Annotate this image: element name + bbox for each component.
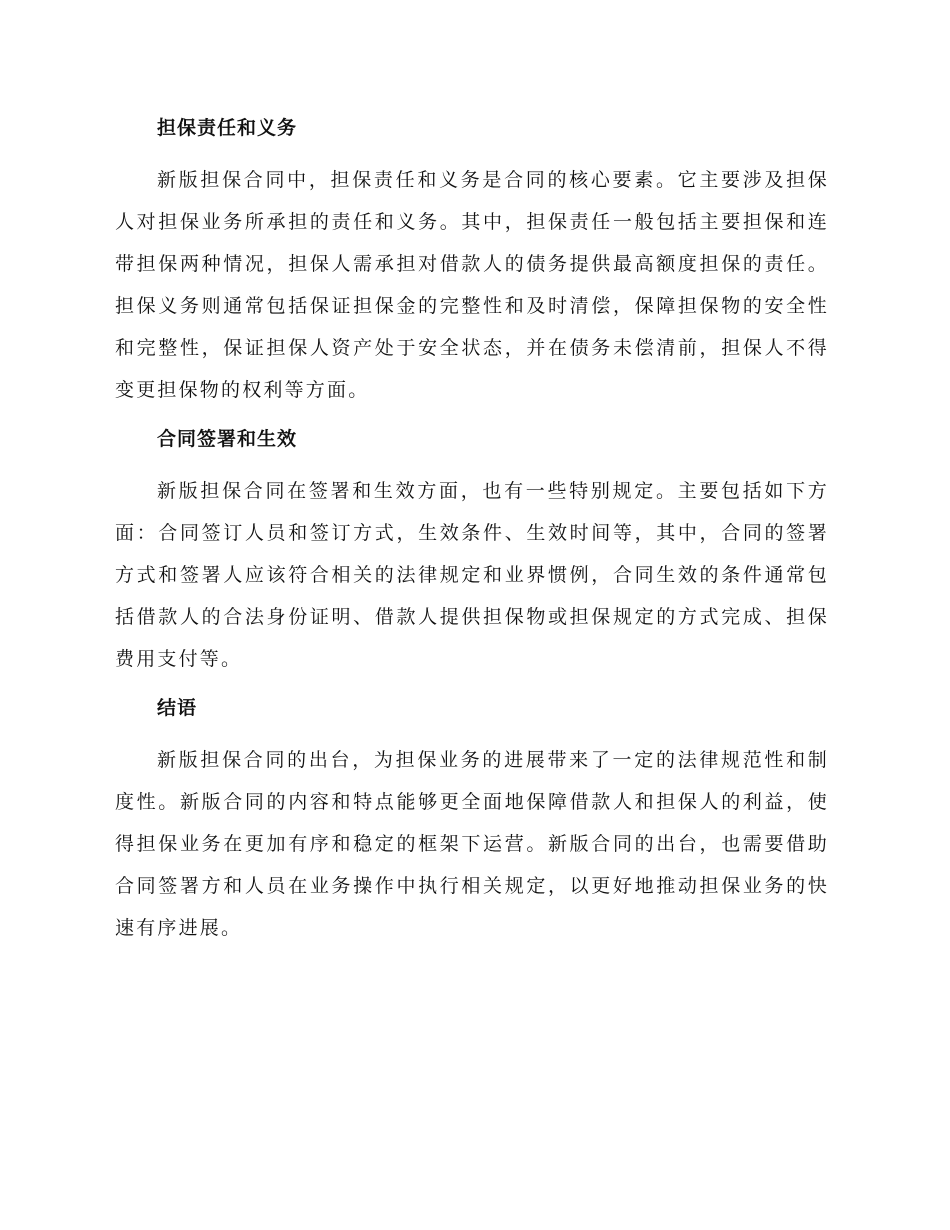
- document-page: [115, 108, 829, 949]
- section-paragraph: 新版担保合同中，担保责任和义务是合同的核心要素。它主要涉及担保人对担保业务所承担的责任和义务。其中，担保责任一般包括主要担保和连带担保两种情况，担保人需承担对借款人的债务提供最高额度担保的责任。担保义务则通常包括保证担保金的完整性和及时清偿，保障担保物的安全性和完整性，保证担保人资产处于安全状态，并在债务未偿清前，担保人不得变更担保物的权利等方面。: [115, 169, 829, 401]
- section-paragraph: 新版担保合同在签署和生效方面，也有一些特别规定。主要包括如下方面：合同签订人员和签订方式，生效条件、生效时间等，其中，合同的签署方式和签署人应该符合相关的法律规定和业界惯例，合同生效的条件通常包括借款人的合法身份证明、借款人提供担保物或担保规定的方式完成、担保费用支付等。: [115, 480, 829, 670]
- section-heading: 担保责任和义务: [157, 117, 298, 139]
- section-conclusion: [115, 688, 829, 949]
- section-heading: 结语: [157, 697, 198, 719]
- section-heading: 合同签署和生效: [157, 428, 298, 450]
- section-guarantee-duties: [115, 108, 829, 411]
- section-paragraph: 新版担保合同的出台，为担保业务的进展带来了一定的法律规范性和制度性。新版合同的内容和特点能够更全面地保障借款人和担保人的利益，使得担保业务在更加有序和稳定的框架下运营。新版合同的出台，也需要借助合同签署方和人员在业务操作中执行相关规定，以更好地推动担保业务的快速有序进展。: [115, 749, 829, 939]
- section-signing-effect: [115, 419, 829, 680]
